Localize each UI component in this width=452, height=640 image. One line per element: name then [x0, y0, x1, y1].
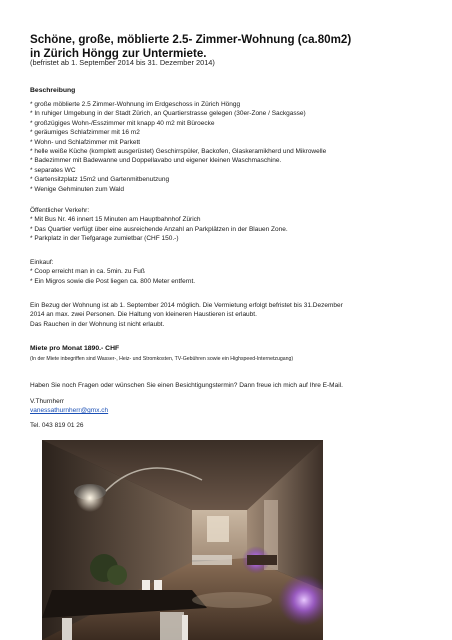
- bezug-line-1: Ein Bezug der Wohnung ist ab 1. September 2014 möglich. Die Vermietung erfolgt befristet bis 31.Dezember: [30, 302, 343, 309]
- contact-phone: Tel. 043 819 01 26: [30, 422, 84, 429]
- living-room-image: [42, 440, 323, 640]
- list-item: * In ruhiger Umgebung in der Stadt Zürich, an Quartierstrasse gelegen (30er-Zone / Sackgasse): [30, 110, 306, 118]
- list-item: * Coop erreicht man in ca. 5min. zu Fuß: [30, 268, 145, 276]
- bezug-line-2: 2014 an max. zwei Personen. Die Haltung von kleineren Haustieren ist erlaubt.: [30, 311, 257, 319]
- title-line-1: Schöne, große, möblierte 2.5- Zimmer-Wohnung (ca.80m2): [30, 33, 352, 46]
- email-link[interactable]: vanessathurnherr@gmx.ch: [30, 407, 109, 414]
- title-line-2: in Zürich Höngg zur Untermiete.: [30, 46, 207, 60]
- miete-note: (In der Miete inbegriffen sind Wasser-, Heiz- und Stromkosten, TV-Gebühren sowie ein Highspeed-Internetzugang): [30, 356, 294, 362]
- list-item: * separates WC: [30, 166, 76, 174]
- verkehr-heading: Öffentlicher Verkehr:: [30, 207, 90, 214]
- list-item: * großzügiges Wohn-/Esszimmer mit knapp 40 m2 mit Büroecke: [30, 119, 215, 127]
- list-item: * Wohn- und Schlafzimmer mit Parkett: [30, 138, 141, 146]
- document-subtitle: (befristet ab 1. September 2014 bis 31. Dezember 2014): [30, 58, 215, 67]
- list-item: * große möblierte 2.5 Zimmer-Wohnung im Erdgeschoss in Zürich Höngg: [30, 101, 241, 108]
- einkauf-section: [30, 258, 440, 286]
- list-item: * Das Quartier verfügt über eine ausreichende Anzahl an Parkplätzen in der Blauen Zone.: [30, 225, 288, 233]
- beschreibung-list: [30, 100, 440, 194]
- list-item: * helle weiße Küche (komplett ausgerüstet) Geschirrspüler, Backofen, Glaskeramikherd und Mikrowelle: [30, 148, 327, 156]
- verkehr-section: [30, 206, 440, 244]
- contact-name: V.Thurnherr: [30, 398, 65, 405]
- list-item: * Badezimmer mit Badewanne und Doppellavabo und eigener kleinen Waschmaschine.: [30, 157, 282, 165]
- living-room-photo: [42, 440, 323, 640]
- document-title: [30, 33, 430, 60]
- list-item: * geräumiges Schlafzimmer mit 16 m2: [30, 129, 140, 137]
- list-item: * Wenige Gehminuten zum Wald: [30, 185, 124, 193]
- einkauf-heading: Einkauf:: [30, 259, 54, 266]
- list-item: * Mit Bus Nr. 46 innert 15 Minuten am Hauptbahnhof Zürich: [30, 216, 201, 224]
- miete-heading: Miete pro Monat 1890.- CHF: [30, 345, 120, 352]
- list-item: * Ein Migros sowie die Post liegen ca. 800 Meter entfernt.: [30, 277, 196, 285]
- contact-question: Haben Sie noch Fragen oder wünschen Sie einen Besichtigungstermin? Dann freue ich mich auf Ihre E-Mail.: [30, 382, 343, 389]
- beschreibung-heading: Beschreibung: [30, 87, 76, 94]
- list-item: * Parkplatz in der Tiefgarage zumietbar (CHF 150.-): [30, 235, 179, 243]
- bezug-line-3: Das Rauchen in der Wohnung ist nicht erlaubt.: [30, 320, 165, 328]
- bezug-paragraph: [30, 301, 440, 329]
- list-item: * Gartensitzplatz 15m2 und Gartenmitbenutzung: [30, 176, 170, 184]
